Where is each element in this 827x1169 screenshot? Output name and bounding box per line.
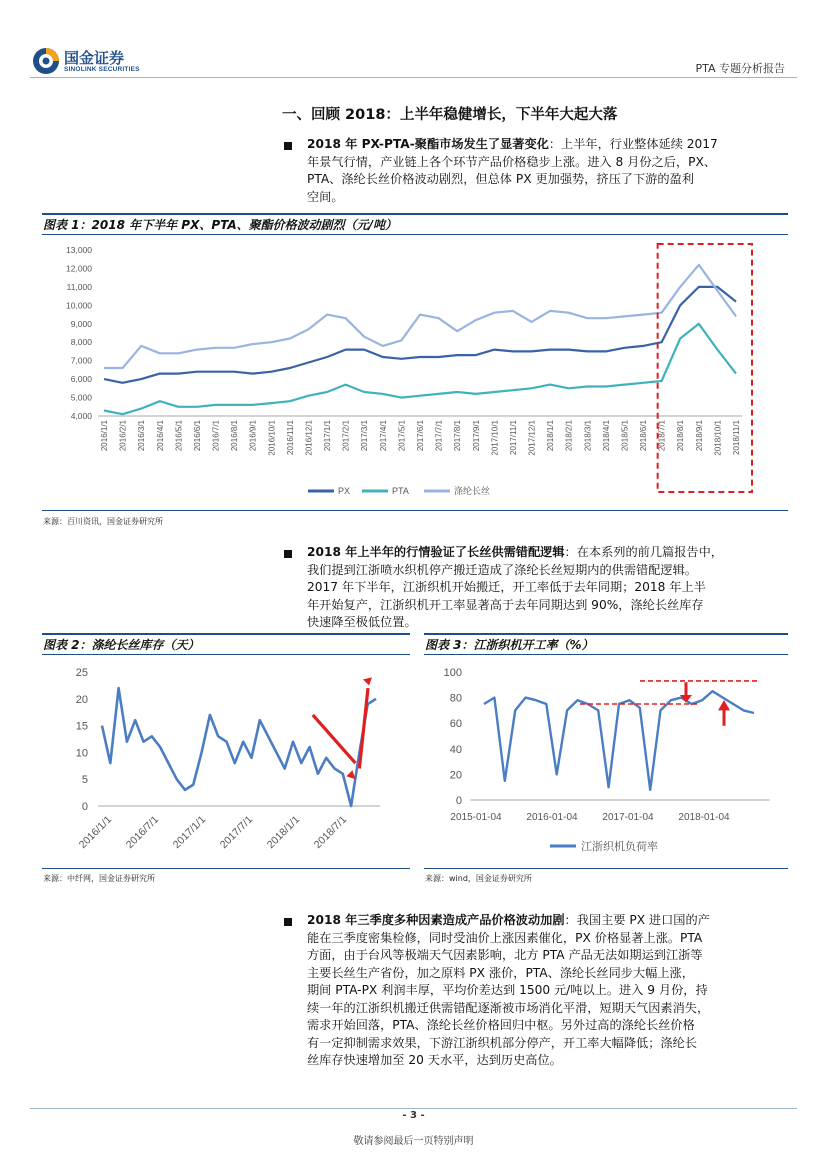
figure-3-top-rule [424,633,788,635]
x-tick-label: 2017/7/1 [434,420,444,452]
figure-2-source: 来源：中纤网，国金证券研究所 [43,874,155,883]
series-line [102,688,376,806]
x-tick-label: 2018/5/1 [620,420,630,452]
x-tick-label: 2016/1/1 [100,420,109,452]
x-tick-label: 2017/1/1 [323,420,333,452]
y-tick-label: 5 [81,774,88,787]
figure-3-title: 图表 3：江浙织机开工率（%） [425,638,594,652]
y-tick-label: 10,000 [66,300,92,311]
page-number: - 3 - [402,1110,425,1121]
y-tick-label: 8,000 [70,337,92,348]
x-tick-label: 2017/2/1 [341,420,351,452]
x-tick-label: 2018/7/1 [311,813,350,852]
para-1-lead: 2018 年 PX-PTA-聚酯市场发生了显著变化 [307,137,549,151]
section-title: 一、回顾 2018：上半年稳健增长，下半年大起大落 [282,107,618,123]
down-arrow-head [346,770,355,779]
x-tick-label: 2017/1/1 [170,813,209,852]
y-tick-label: 20 [449,769,462,782]
figure-3-title-rule [424,654,788,655]
figure-3-source: 来源：wind，国金证券研究所 [425,874,532,883]
x-tick-label: 2018/1/1 [264,813,303,852]
report-name: PTA 专题分析报告 [695,62,785,75]
chart-2 [40,658,412,866]
x-tick-label: 2017/7/1 [217,813,256,852]
bullet [284,550,292,558]
y-tick-label: 12,000 [66,263,92,274]
down-arrow-line [313,715,356,763]
x-tick-label: 2017/6/1 [416,420,425,452]
x-tick-label: 2018-01-04 [678,812,730,823]
y-tick-label: 20 [75,693,88,706]
x-tick-label: 2016/11/1 [285,420,295,455]
y-tick-label: 80 [449,692,462,705]
y-tick-label: 5,000 [70,392,92,403]
y-tick-label: 6,000 [70,374,92,385]
figure-2-bottom-rule [42,868,410,869]
y-tick-label: 0 [81,801,88,813]
paragraph-1: 2018 年 PX-PTA-聚酯市场发生了显著变化：上半年，行业整体延续 2017 年景气行情，产业链上各个环节产品价格稳步上涨。进入 8 月份之后，PX、 PTA、涤纶长丝价格波动剧烈，但总体 PX 更加强势，挤压了下游的盈利 空间。 [307,137,718,204]
x-tick-label: 2016/3/1 [137,420,147,452]
x-tick-label: 2018/10/1 [713,420,723,456]
x-tick-label: 2017-01-04 [602,812,654,823]
x-tick-label: 2017/5/1 [397,420,407,452]
x-tick-label: 2018/11/1 [732,420,741,455]
y-tick-label: 11,000 [66,281,92,292]
x-tick-label: 2018/1/1 [546,420,556,452]
chart-3 [424,658,790,866]
paragraph-3: 2018 年三季度多种因素造成产品价格波动加剧：我国主要 PX 进口国的产 能在三季度密集检修，同时受油价上涨因素催化，PX 价格显著上涨。PTA 方面，由于台风等极端天气因素影响，北方 PTA 产品无法如期运到江浙等 主要长丝生产省份，加之原料 PX 涨价，PTA、涤纶长丝同步大幅上涨， 期间 PTA-PX 利润丰厚，平均价差达到 1500 元/吨以上。进入 9 月份，持 续一年的江浙织机搬迁供需错配逐渐被市场消化平滑，短期天气因素消失， 需求开始回落，PTA、涤纶长丝价格回归中枢。另外过高的涤纶长丝价格 有一定抑制需求效果，下游江浙织机部分停产，开工率大幅降低；涤纶长 丝库存快速增加至 20 天水平，达到历史高位。 [307,913,710,1067]
y-tick-label: 4,000 [70,411,92,421]
figure-1-title-rule [42,234,788,235]
figure-1-title: 图表 1：2018 年下半年 PX、PTA、聚酯价格波动剧烈（元/吨） [43,218,398,232]
figure-1-bottom-rule [42,510,788,511]
figure-3-bottom-rule [424,868,788,869]
legend-label-2: 涤纶长丝 [454,486,491,496]
figure-1-top-rule [42,213,788,215]
header-rule [30,77,797,78]
legend-label-0: PX [338,486,351,496]
y-tick-label: 0 [455,795,462,807]
x-tick-label: 2016/6/1 [192,420,202,452]
para-3-lead: 2018 年三季度多种因素造成产品价格波动加剧 [307,913,565,927]
x-tick-label: 2018/7/1 [657,420,667,452]
x-tick-label: 2017/10/1 [490,420,500,456]
x-tick-label: 2018/9/1 [694,420,704,452]
x-tick-label: 2016/9/1 [248,420,258,452]
x-tick-label: 2017/11/1 [508,420,518,455]
up-arrow-line [359,688,368,768]
figure-2-title: 图表 2：涤纶长丝库存（天） [43,638,200,652]
y-tick-label: 13,000 [66,245,92,255]
x-tick-label: 2018/3/1 [583,420,593,452]
x-tick-label: 2016/7/1 [211,420,221,452]
y-tick-label: 7,000 [70,355,92,366]
series-line [484,691,754,790]
y-tick-label: 60 [449,718,462,731]
figure-2-title-rule [42,654,410,655]
x-tick-label: 2016/10/1 [267,420,277,456]
x-tick-label: 2017/12/1 [527,420,537,456]
header [0,0,827,80]
logo-en: SINOLINK SECURITIES [64,66,140,73]
x-tick-label: 2016/5/1 [174,420,184,452]
x-tick-label: 2017/9/1 [471,420,481,452]
x-tick-label: 2016/2/1 [118,420,128,452]
y-tick-label: 25 [75,667,88,679]
x-tick-label: 2018/4/1 [601,420,611,452]
x-tick-label: 2017/8/1 [453,420,463,452]
legend-label: 江浙织机负荷率 [581,841,658,853]
y-tick-label: 10 [75,747,88,760]
figure-1-source: 来源：百川资讯，国金证券研究所 [43,517,163,526]
series-line-0 [104,287,736,383]
y-tick-label: 9,000 [70,318,92,329]
series-line-2 [104,265,736,368]
para-2-lead: 2018 年上半年的行情验证了长丝供需错配逻辑 [307,545,565,559]
up-arrow-head [363,677,372,685]
x-tick-label: 2016/12/1 [304,420,314,456]
logo-icon [32,47,60,75]
y-tick-label: 40 [449,743,462,756]
footer-notice: 敬请参阅最后一页特别声明 [353,1136,474,1147]
x-tick-label: 2018/8/1 [676,420,686,452]
y-tick-label: 100 [443,667,462,679]
paragraph-2: 2018 年上半年的行情验证了长丝供需错配逻辑：在本系列的前几篇报告中， 我们提到江浙喷水织机停产搬迁造成了涤纶长丝短期内的供需错配逻辑。 2017 年下半年，江浙织机开始搬迁，开工率低于去年同期；2018 年上半 年开始复产，江浙织机开工率显著高于去年同期达到 90%，涤纶长丝库存 快速降至极低位置。 [307,545,723,629]
x-tick-label: 2016/1/1 [76,813,115,852]
bullet [284,142,292,150]
y-tick-label: 15 [75,720,88,733]
logo-cn: 国金证券 [64,49,125,67]
x-tick-label: 2016/8/1 [230,420,240,452]
x-tick-label: 2018/2/1 [564,420,574,452]
x-tick-label: 2017/3/1 [360,420,370,452]
legend-label-1: PTA [392,486,409,496]
x-tick-label: 2018/6/1 [639,420,649,452]
x-tick-label: 2017/4/1 [378,420,388,452]
chart-1 [40,238,790,508]
x-tick-label: 2016/7/1 [123,813,162,852]
bullet [284,918,292,926]
footer-rule [30,1108,797,1109]
x-tick-label: 2016-01-04 [526,812,578,823]
series-line-1 [104,324,736,414]
x-tick-label: 2016/4/1 [155,420,165,452]
x-tick-label: 2015-01-04 [450,812,502,823]
figure-2-top-rule [42,633,410,635]
